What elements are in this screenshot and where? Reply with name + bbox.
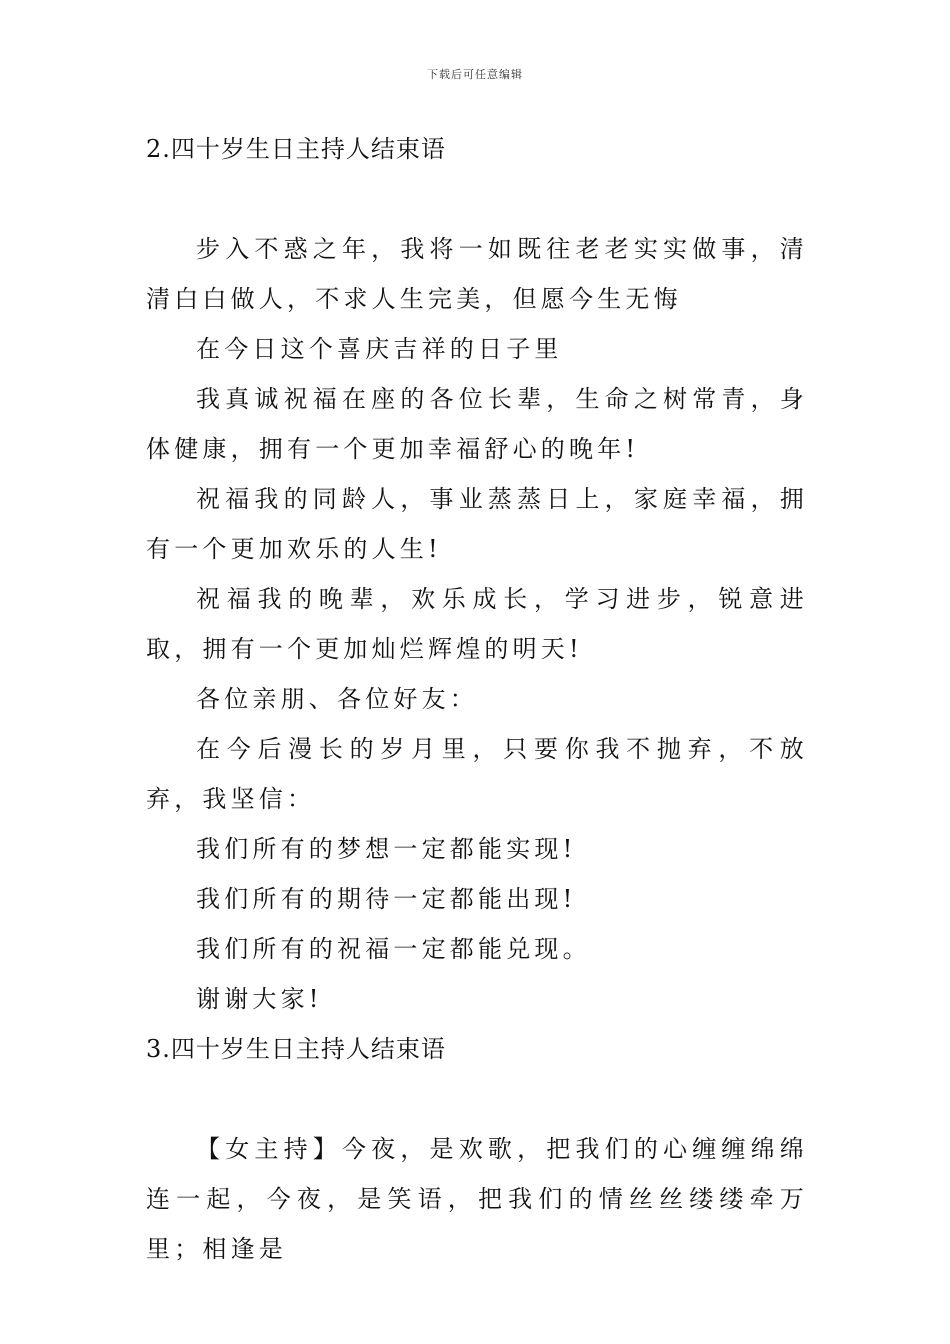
paragraph: 步入不惑之年，我将一如既往老老实实做事，清清白白做人，不求人生完美，但愿今生无悔 <box>146 235 808 313</box>
paragraph: 各位亲朋、各位好友： <box>196 685 478 713</box>
paragraph: 在今日这个喜庆吉祥的日子里 <box>196 335 563 363</box>
document-body <box>146 124 808 1274</box>
paragraph: 我们所有的梦想一定都能实现! <box>196 835 577 863</box>
paragraph: 我真诚祝福在座的各位长辈，生命之树常青，身体健康，拥有一个更加幸福舒心的晚年! <box>146 385 808 463</box>
paragraph: 谢谢大家! <box>196 985 323 1013</box>
blank-line <box>146 1074 808 1124</box>
section-heading: 2.四十岁生日主持人结束语 <box>146 135 446 163</box>
paragraph: 祝福我的晚辈，欢乐成长，学习进步，锐意进取，拥有一个更加灿烂辉煌的明天! <box>146 585 808 663</box>
page-header-note: 下载后可任意编辑 <box>427 68 523 81</box>
paragraph: 祝福我的同龄人，事业蒸蒸日上，家庭幸福，拥有一个更加欢乐的人生! <box>146 485 808 563</box>
paragraph: 在今后漫长的岁月里，只要你我不抛弃，不放弃，我坚信： <box>146 735 808 813</box>
paragraph: 我们所有的期待一定都能出现! <box>196 885 577 913</box>
section-heading: 3.四十岁生日主持人结束语 <box>146 1035 446 1063</box>
paragraph: 我们所有的祝福一定都能兑现。 <box>196 935 591 963</box>
paragraph: 【女主持】今夜，是欢歌，把我们的心缠缠绵绵连一起，今夜，是笑语，把我们的情丝丝缕缕牵万里；相逢是 <box>146 1135 808 1263</box>
blank-line <box>146 174 808 224</box>
